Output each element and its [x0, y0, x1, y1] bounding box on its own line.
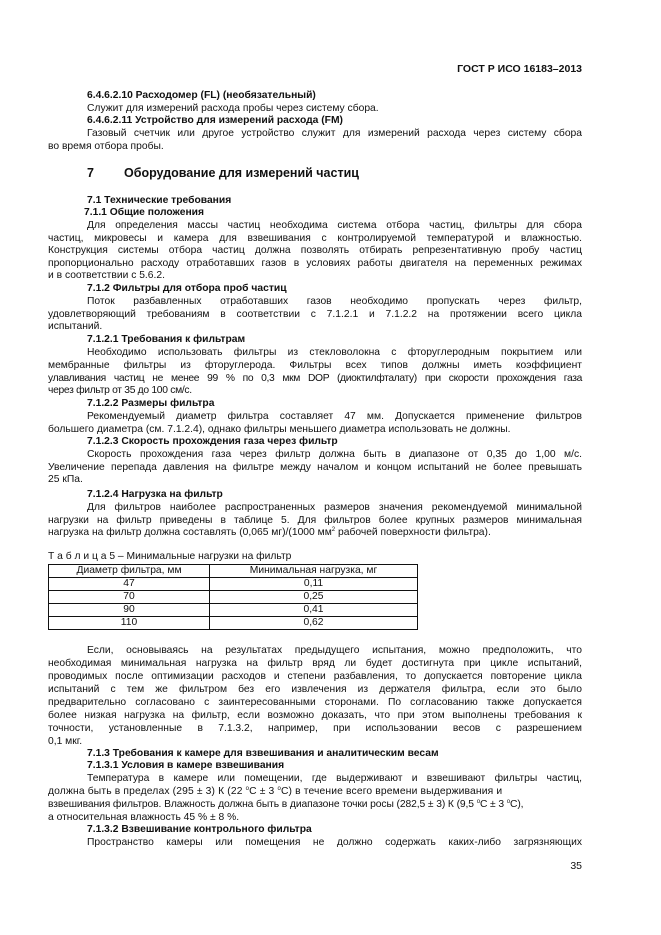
clause-7-1-3: 7.1.3 Требования к камере для взвешивания и аналитическим весам — [87, 748, 439, 759]
table-cell: 0,62 — [210, 617, 418, 630]
text-line: точности, установленные в 7.1.3.2, например, при использовании весов с разрешением — [48, 723, 582, 734]
text-line: предварительно согласовано с заинтересованными сторонами. По согласованию также допускается — [48, 697, 582, 708]
clause-6-4-6-2-11: 6.4.6.2.11 Устройство для измерений расхода (FM) — [87, 115, 343, 126]
clause-7-1-2-3: 7.1.2.3 Скорость прохождения газа через фильтр — [87, 436, 338, 447]
text-line: нагрузка на фильтр должна составлять (0,065 мг)/(1000 $мм^2$ рабочей поверхности фильтра). — [48, 527, 491, 538]
text-line: более низкая нагрузка на фильтр, если возможно доказать, что при этом выполнены требования к — [48, 710, 582, 721]
text-line: и в соответствии с 5.6.2. — [48, 270, 165, 281]
table-row — [49, 617, 418, 630]
text-line: Поток разбавленных отработавших газов необходимо пропускать через фильтр, — [87, 296, 582, 307]
text-line: 0,1 мкг. — [48, 736, 83, 747]
table-cell: 0,25 — [210, 591, 418, 604]
text-line: во время отбора пробы. — [48, 141, 164, 152]
table-cell: 70 — [49, 591, 210, 604]
text-line: Необходимо использовать фильтры из стекловолокна с фторуглеродным покрытием или — [87, 347, 582, 358]
section-7-heading — [87, 166, 359, 180]
table-cell: 90 — [49, 604, 210, 617]
text-line: испытаний с тем же фильтром без его извлечения из держателя фильтра, если это было — [48, 684, 582, 695]
clause-6-4-6-2-10: 6.4.6.2.10 Расходомер (FL) (необязательный) — [87, 90, 316, 101]
table-cell: 0,11 — [210, 578, 418, 591]
clause-7-1-2-2: 7.1.2.2 Размеры фильтра — [87, 398, 215, 409]
table-5 — [48, 564, 418, 630]
text-line: испытаний. — [48, 321, 103, 332]
text-line: Если, основываясь на результатах предыдущего испытания, можно предположить, что — [87, 645, 582, 656]
text-line: частиц, микровесы и камера для взвешивания с контролируемой температурой и влажностью. — [48, 233, 582, 244]
text-line: Пространство камеры или помещения не должно содержать каких-либо загрязняющих — [87, 837, 582, 848]
clause-7-1-3-1: 7.1.3.1 Условия в камере взвешивания — [87, 760, 285, 771]
text-line: Для фильтров наиболее распространенных размеров значения рекомендуемой минимальной — [87, 502, 582, 513]
clause-7-1-2-1: 7.1.2.1 Требования к фильтрам — [87, 334, 246, 345]
text-line: Служит для измерений расхода пробы через систему сбора. — [87, 103, 379, 114]
section-title: Оборудование для измерений частиц — [124, 166, 359, 180]
text-line: Конструкция системы отбора частиц должна позволять отбирать репрезентативную пробу частиц — [48, 245, 582, 256]
text-line: через фильтр от 35 до 100 см/с. — [48, 385, 192, 396]
text-line: Для определения массы частиц необходима система отбора частиц, фильтры для сбора — [87, 220, 582, 231]
clause-7-1: 7.1 Технические требования — [87, 195, 232, 206]
table-cell: 47 — [49, 578, 210, 591]
text-line: Температура в камере или помещении, где выдерживают и взвешивают фильтры частиц, — [87, 773, 582, 784]
text-line: 25 кПа. — [48, 474, 83, 485]
clause-7-1-2-4: 7.1.2.4 Нагрузка на фильтр — [87, 489, 223, 500]
text-line: проводимых после оптимизации расходов и степени разбавления, то допускается повторение цикла — [48, 671, 582, 682]
text-line: а относительная влажность 45 % ± 8 %. — [48, 812, 240, 823]
text-line: удовлетворяющий требованиям в соответствии с 7.1.2.1 и 7.1.2.2 на протяжении всего цикла — [48, 309, 582, 320]
text-line: необходимая минимальная нагрузка на фильтр вряд ли будет достигнута при цикле испытаний, — [48, 658, 582, 669]
text-line: большего диаметра (см. 7.1.2.4), однако фильтры меньшего диаметра использовать не должны. — [48, 424, 511, 435]
text-line: Рекомендуемый диаметр фильтра составляет 47 мм. Допускается применение фильтров — [87, 411, 582, 422]
table-row — [49, 604, 418, 617]
document-header: ГОСТ Р ИСО 16183–2013 — [457, 63, 582, 75]
table-header-row — [49, 565, 418, 578]
text-line: взвешивания фильтров. Влажность должна быть в диапазоне точки росы (282,5 ± 3) К (9,5 $^o$C ± 3 $^o$C), — [48, 799, 524, 810]
text-line: пропорционально расходу отработавших газов в условиях работы двигателя на переменных режимах — [48, 258, 582, 269]
clause-7-1-2: 7.1.2 Фильтры для отбора проб частиц — [87, 283, 287, 294]
table-cell: 0,41 — [210, 604, 418, 617]
text-line: должна быть в пределах (295 ± 3) К (22 $^o$C ± 3 $^o$C) в течение всего времени выдерживания и — [48, 786, 503, 797]
section-number: 7 — [87, 166, 94, 180]
header-cell: Минимальная нагрузка, мг — [210, 565, 418, 578]
text-line: Скорость прохождения газа через фильтр должна быть в диапазоне от 0,35 до 1,00 м/с. — [87, 449, 582, 460]
text-line: мембранные фильтры из фторуглерода. Фильтры всех типов должны иметь коэффициент — [48, 360, 582, 371]
table-cell: 110 — [49, 617, 210, 630]
header-cell: Диаметр фильтра, мм — [49, 565, 210, 578]
table-row — [49, 591, 418, 604]
page-number: 35 — [570, 860, 582, 872]
clause-7-1-3-2: 7.1.3.2 Взвешивание контрольного фильтра — [87, 824, 312, 835]
text-line: Увеличение перепада давления на фильтре между началом и концом испытаний не более превышать — [48, 462, 582, 473]
clause-7-1-1: 7.1.1 Общие положения — [84, 207, 204, 218]
text-line: нагрузки на фильтр приведены в таблице 5. Для фильтров более крупных размеров минимальная — [48, 515, 582, 526]
table-row — [49, 578, 418, 591]
text-line: Газовый счетчик или другое устройство служит для измерений расхода через систему сбора — [87, 128, 582, 139]
text-line: улавливания частиц не менее 99 % по 0,3 мкм DOP (диоктилфталату) при скорости прохождения газа — [48, 373, 582, 384]
superscript: 2 — [331, 527, 336, 533]
table-caption: Т а б л и ц а 5 – Минимальные нагрузки на фильтр — [48, 551, 292, 562]
